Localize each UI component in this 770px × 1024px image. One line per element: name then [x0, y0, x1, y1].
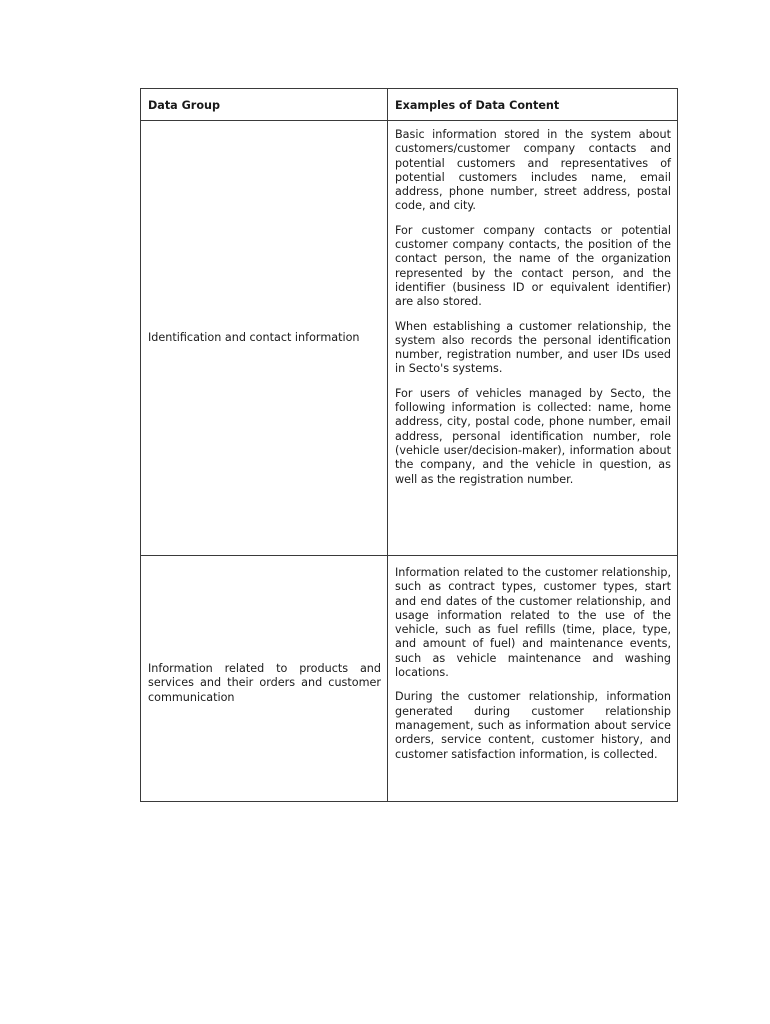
table-header-row [141, 89, 678, 121]
table-row [141, 121, 678, 556]
content-paragraph: Basic information stored in the system about customers/customer company contacts and potential customers and representatives of potential customers includes name, email address, phone number, street address, postal code, and city. [395, 128, 671, 213]
content-paragraph: During the customer relationship, information generated during customer relationship management, such as information about service orders, service content, customer history, and customer satisfaction information, is collected. [395, 690, 671, 761]
header-data-group: Data Group [141, 89, 388, 121]
content-paragraph: For customer company contacts or potential customer company contacts, the position of the contact person, the name of the organization represented by the contact person, and the identifier (business ID or equivalent identifier) are also stored. [395, 223, 671, 309]
data-content-cell [388, 121, 678, 556]
content-paragraph: For users of vehicles managed by Secto, the following information is collected: name, home address, city, postal code, phone number, email address, personal identification number, role (vehicle user/decision-maker), information about the company, and the vehicle in question, as well as the registration number. [395, 386, 671, 486]
data-group-cell: Identification and contact information [141, 121, 388, 556]
content-paragraph: When establishing a customer relationship, the system also records the personal identification number, registration number, and user IDs used in Secto's systems. [395, 319, 671, 376]
content-paragraph: Information related to the customer relationship, such as contract types, customer types, start and end dates of the customer relationship, and usage information related to the use of the vehicle, such as fuel refills (time, place, type, and amount of fuel) and maintenance events, such as vehicle maintenance and washing locations. [395, 566, 671, 680]
header-examples-of-data-content: Examples of Data Content [388, 89, 678, 121]
data-group-cell: Information related to products and services and their orders and customer communication [141, 556, 388, 802]
data-content-table [140, 88, 678, 802]
data-content-cell [388, 556, 678, 802]
table-row [141, 556, 678, 802]
